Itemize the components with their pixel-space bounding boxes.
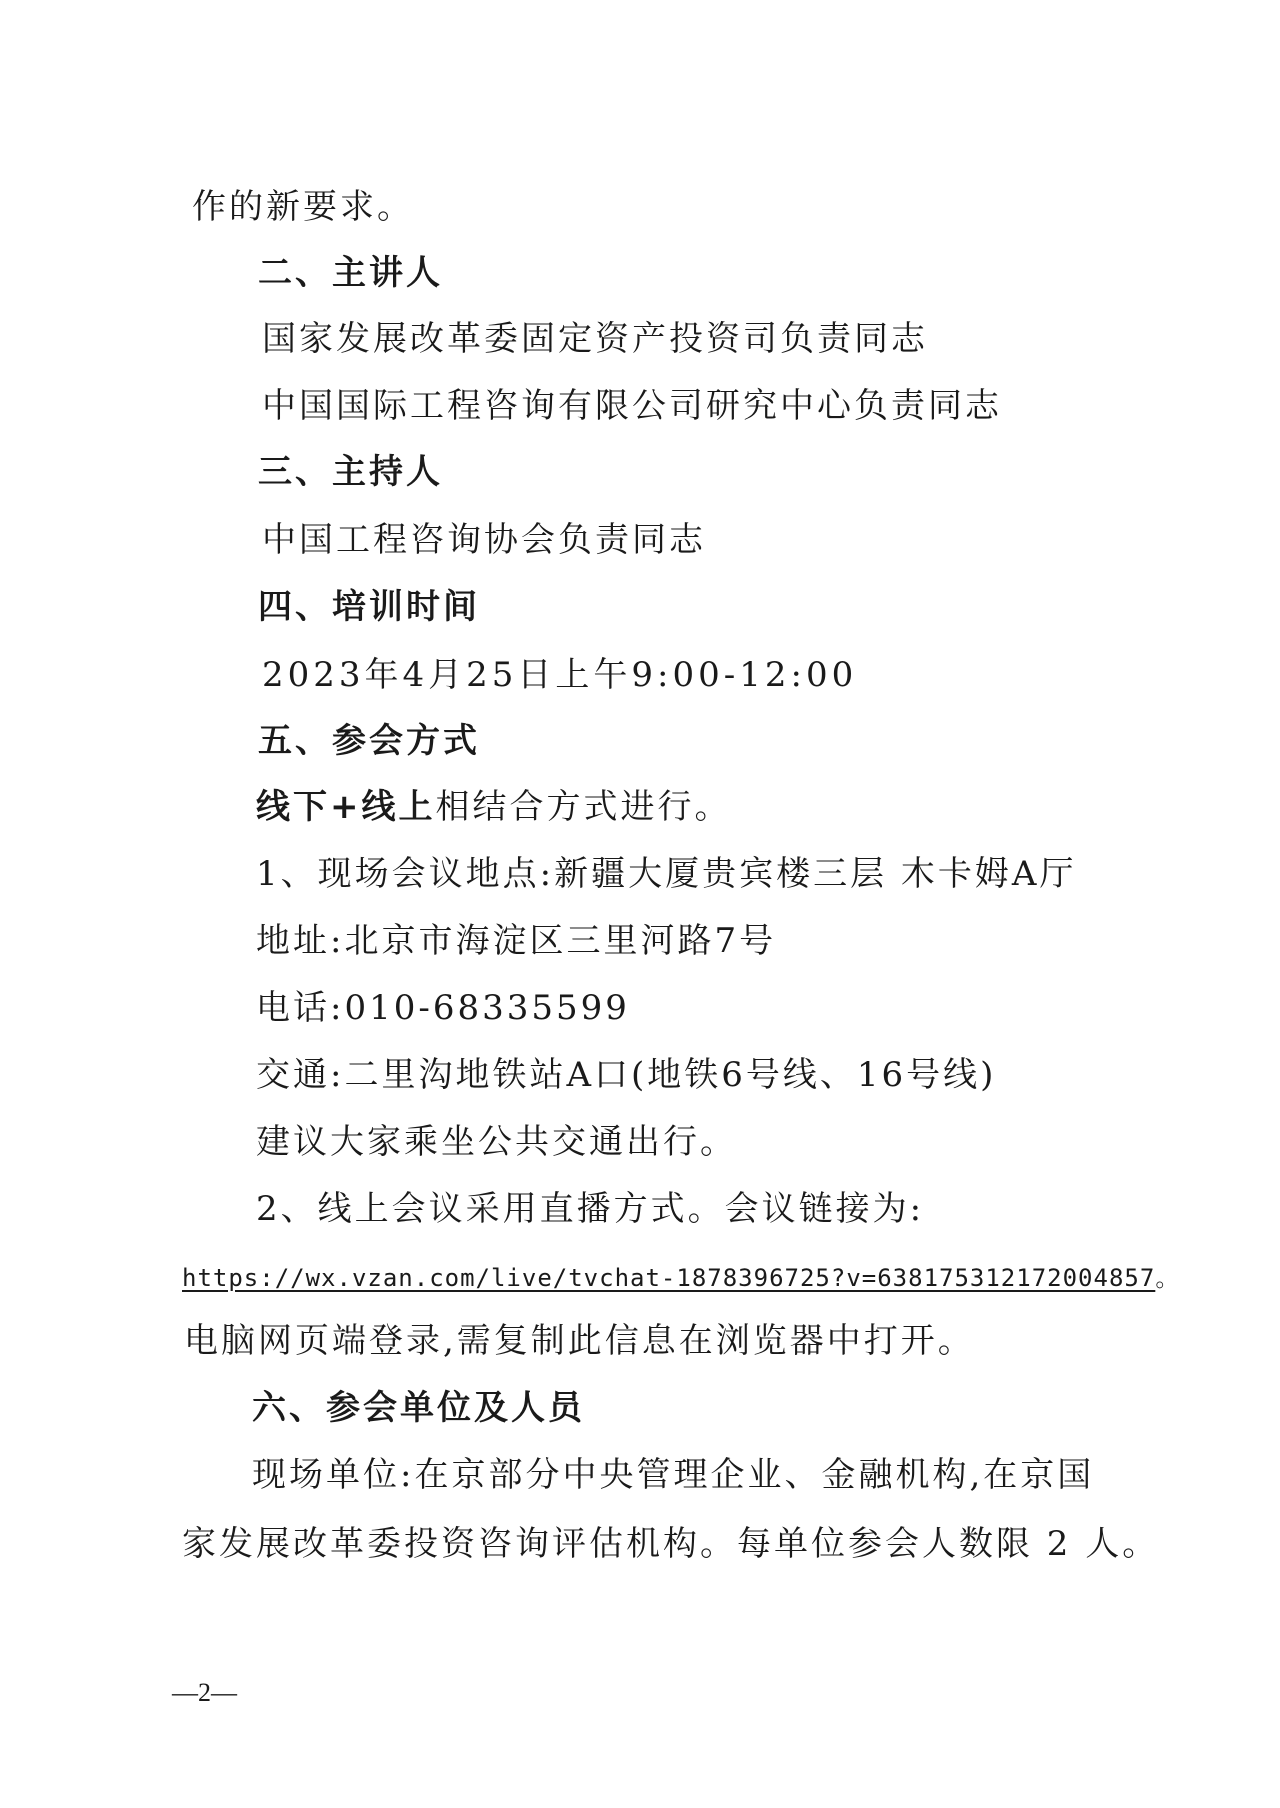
online-meeting-text: 2、线上会议采用直播方式。会议链接为: bbox=[256, 1189, 925, 1229]
participants-text-1: 现场单位:在京部分中央管理企业、金融机构,在京国 bbox=[252, 1455, 1095, 1495]
venue-text: 1、现场会议地点:新疆大厦贵宾楼三层 木卡姆A厅 bbox=[256, 854, 1077, 894]
attendance-method-text bbox=[256, 787, 732, 827]
speaker-2: 中国国际工程咨询有限公司研究中心负责同志 bbox=[262, 386, 1002, 426]
section-heading-participants: 六、参会单位及人员 bbox=[252, 1388, 585, 1428]
browser-instruction: 电脑网页端登录,需复制此信息在浏览器中打开。 bbox=[184, 1321, 975, 1361]
phone-text: 电话:010-68335599 bbox=[256, 988, 630, 1028]
section-heading-attendance-method: 五、参会方式 bbox=[258, 721, 480, 761]
section-heading-speakers: 二、主讲人 bbox=[258, 253, 443, 293]
meeting-link-line bbox=[182, 1266, 1180, 1290]
meeting-link[interactable]: https://wx.vzan.com/live/tvchat-1878396725?v=638175312172004857 bbox=[182, 1264, 1156, 1292]
paragraph-continuation: 作的新要求。 bbox=[192, 187, 414, 227]
address-text: 地址:北京市海淀区三里河路7号 bbox=[256, 921, 777, 961]
participants-text-2: 家发展改革委投资咨询评估机构。每单位参会人数限 2 人。 bbox=[182, 1524, 1160, 1564]
speaker-1: 国家发展改革委固定资产投资司负责同志 bbox=[262, 319, 928, 359]
host-text: 中国工程咨询协会负责同志 bbox=[262, 520, 706, 560]
section-heading-host: 三、主持人 bbox=[258, 452, 443, 492]
meeting-link-period: 。 bbox=[1155, 1264, 1181, 1292]
page-number: —2— bbox=[172, 1678, 237, 1707]
transport-advice: 建议大家乘坐公共交通出行。 bbox=[256, 1122, 737, 1162]
attendance-method-bold: 线下+线上 bbox=[256, 787, 436, 827]
attendance-method-rest: 相结合方式进行。 bbox=[435, 787, 732, 827]
transport-text: 交通:二里沟地铁站A口(地铁6号线、16号线) bbox=[256, 1055, 997, 1095]
training-time-text: 2023年4月25日上午9:00-12:00 bbox=[262, 655, 858, 695]
section-heading-training-time: 四、培训时间 bbox=[258, 587, 480, 627]
